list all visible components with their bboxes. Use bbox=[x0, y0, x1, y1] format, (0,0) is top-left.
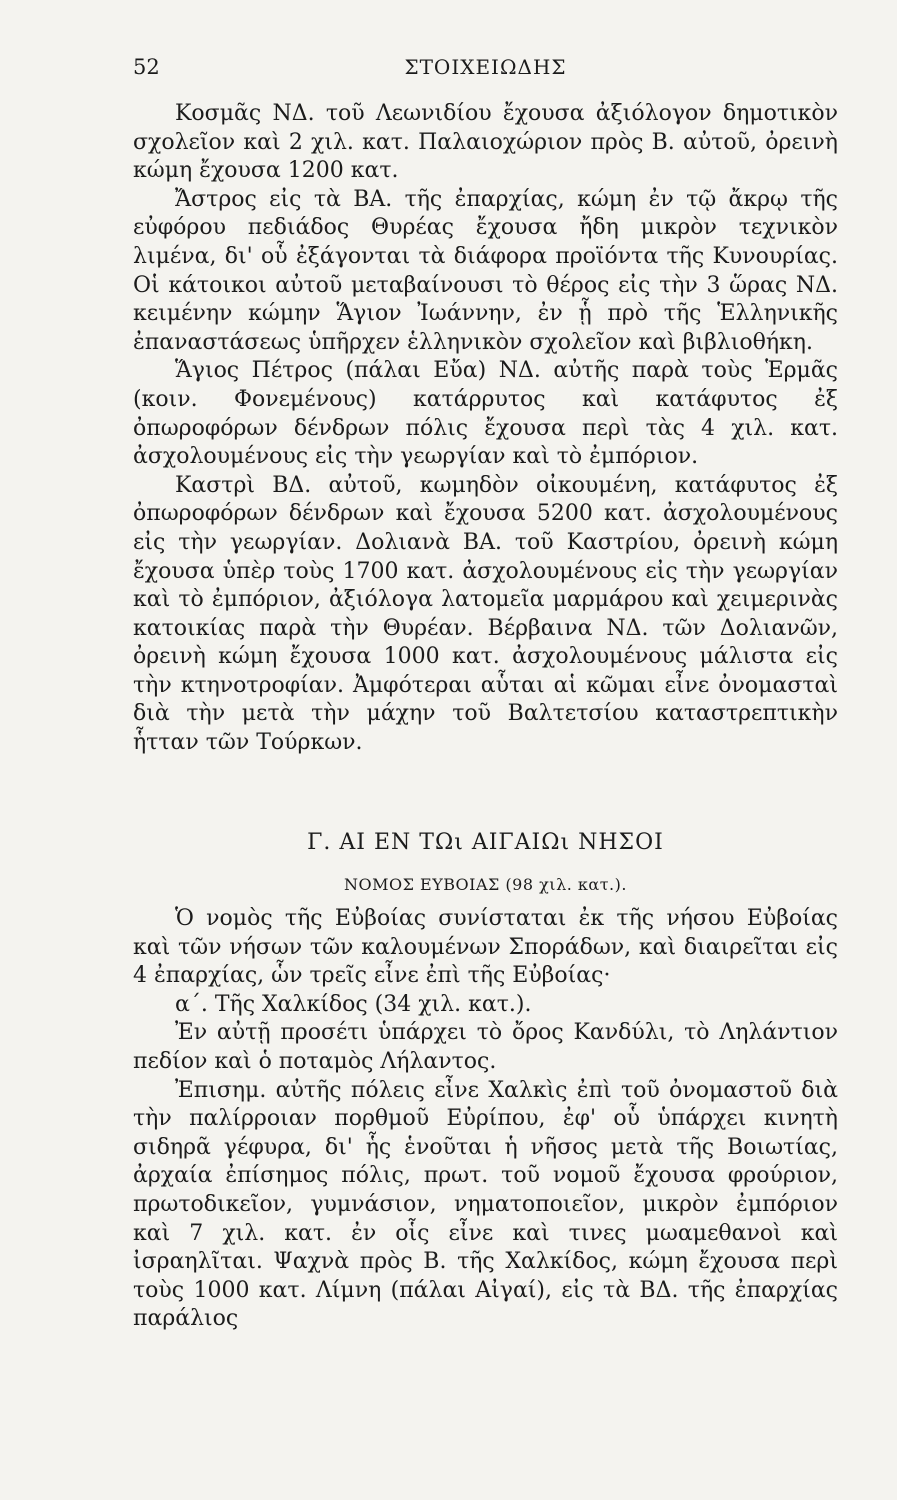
body-text-top bbox=[133, 100, 838, 758]
paragraph: Ὁ νομὸς τῆς Εὐβοίας συνίσταται ἐκ τῆς νήσου Εὐβοίας καὶ τῶν νήσων τῶν καλουμένων Σποράδων, καὶ διαιρεῖται εἰς 4 ἐπαρχίας, ὧν τρεῖς εἶνε ἐπὶ τῆς Εὐβοίας· bbox=[133, 906, 838, 989]
paragraph: Κοσμᾶς ΝΔ. τοῦ Λεωνιδίου ἔχουσα ἀξιόλογον δημοτικὸν σχολεῖον καὶ 2 χιλ. κατ. Παλαιοχώριον πρὸς Β. αὐτοῦ, ὀρεινὴ κώμη ἔχουσα 1200 κατ. bbox=[133, 101, 838, 184]
page-number: 52 bbox=[133, 55, 160, 79]
paragraph: Ἐν αὐτῇ προσέτι ὑπάρχει τὸ ὄρος Κανδύλι, τὸ Ληλάντιον πεδίον καὶ ὁ ποταμὸς Λήλαντος. bbox=[133, 1020, 838, 1074]
body-text-bottom bbox=[133, 905, 838, 1334]
running-title: ΣΤΟΙΧΕΙΩΔΗΣ bbox=[404, 55, 567, 79]
paragraph: α΄. Τῆς Χαλκίδος (34 χιλ. κατ.). bbox=[175, 991, 532, 1017]
section-heading: Γ. ΑΙ ΕΝ ΤΩι ΑΙΓΑΙΩι ΝΗΣΟΙ bbox=[307, 830, 664, 855]
paragraph: Καστρὶ ΒΔ. αὐτοῦ, κωμηδὸν οἰκουμένη, κατάφυτος ἐξ ὀπωροφόρων δένδρων καὶ ἔχουσα 5200 κατ. ἀσχολουμένους εἰς τὴν γεωργίαν. Δολιανὰ ΒΑ. τοῦ Καστρίου, ὀρεινὴ κώμη ἔχουσα ὑπὲρ τοὺς 1700 κατ. ἀσχολουμένους εἰς τὴν γεωργίαν καὶ τὸ ἐμπόριον, ἀξιόλογα λατομεῖα μαρμάρου καὶ χειμερινὰς κατοικίας παρὰ τὴν Θυρέαν. Βέρβαινα ΝΔ. τῶν Δολιανῶν, ὀρεινὴ κώμη ἔχουσα 1000 κατ. ἀσχολουμένους μάλιστα εἰς τὴν κτηνοτροφίαν. Ἀμφότεραι αὗται αἱ κῶμαι εἶνε ὀνομασταὶ διὰ τὴν μετὰ τὴν μάχην τοῦ Βαλτετσίου καταστρεπτικὴν ἧτταν τῶν Τούρκων. bbox=[133, 472, 838, 756]
section-subheading: ΝΟΜΟΣ ΕΥΒΟΙΑΣ (98 χιλ. κατ.). bbox=[344, 875, 627, 894]
paragraph: Ἐπισημ. αὐτῆς πόλεις εἶνε Χαλκὶς ἐπὶ τοῦ ὀνομαστοῦ διὰ τὴν παλίρροιαν πορθμοῦ Εὐρίπου, ἐφ' οὗ ὑπάρχει κινητὴ σιδηρᾶ γέφυρα, δι' ἧς ἑνοῦται ἡ νῆσος μετὰ τῆς Βοιωτίας, ἀρχαία ἐπίσημος πόλις, πρωτ. τοῦ νομοῦ ἔχουσα φρούριον, πρωτοδικεῖον, γυμνάσιον, νηματοποιεῖον, μικρὸν ἐμπόριον καὶ 7 χιλ. κατ. ἐν οἷς εἶνε καὶ τινες μωαμεθανοὶ καὶ ἰσραηλῖται. Ψαχνὰ πρὸς Β. τῆς Χαλκίδος, κώμη ἔχουσα περὶ τοὺς 1000 κατ. Λίμνη (πάλαι Αἰγαί), εἰς τὰ ΒΔ. τῆς ἐπαρχίας παράλιος bbox=[133, 1077, 838, 1332]
paragraph: Ἅγιος Πέτρος (πάλαι Εὔα) ΝΔ. αὐτῆς παρὰ τοὺς Ἑρμᾶς (κοιν. Φονεμένους) κατάρρυτος καὶ κατάφυτος ἐξ ὀπωροφόρων δένδρων πόλις ἔχουσα περὶ τὰς 4 χιλ. κατ. ἀσχολουμένους εἰς τὴν γεωργίαν καὶ τὸ ἐμπόριον. bbox=[133, 358, 838, 470]
paragraph: Ἄστρος εἰς τὰ ΒΑ. τῆς ἐπαρχίας, κώμη ἐν τῷ ἄκρῳ τῆς εὐφόρου πεδιάδος Θυρέας ἔχουσα ἤδη μικρὸν τεχνικὸν λιμένα, δι' οὗ ἐξάγονται τὰ διάφορα προϊόντα τῆς Κυνουρίας. Οἱ κάτοικοι αὐτοῦ μεταβαίνουσι τὸ θέρος εἰς τὴν 3 ὥρας ΝΔ. κειμένην κώμην Ἅγιον Ἰωάννην, ἐν ᾗ πρὸ τῆς Ἑλληνικῆς ἐπαναστάσεως ὑπῆρχεν ἑλληνικὸν σχολεῖον καὶ βιβλιοθήκη. bbox=[133, 186, 838, 355]
page-header bbox=[133, 55, 838, 91]
